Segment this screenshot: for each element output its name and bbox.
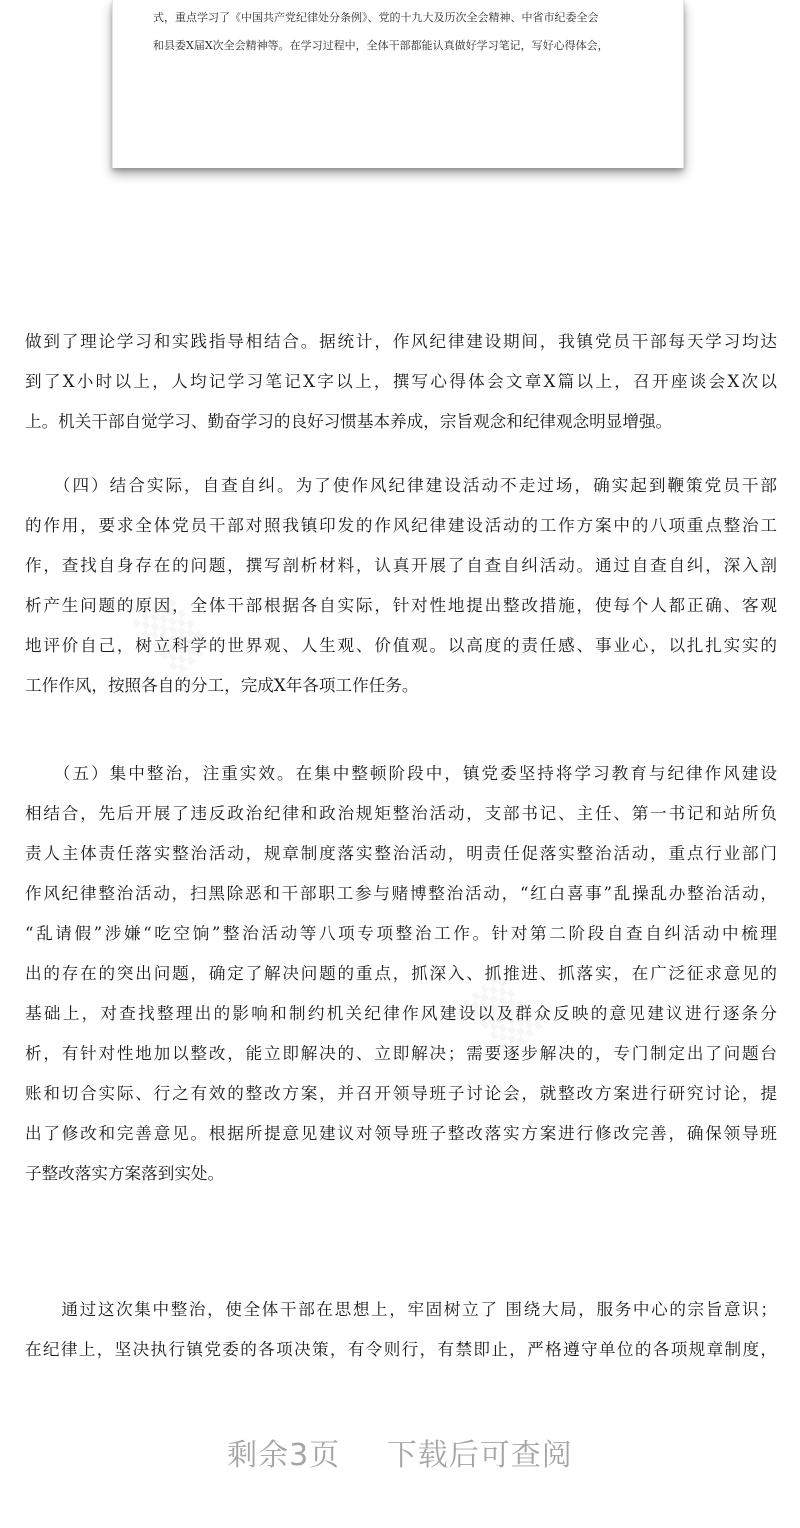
paragraph — [25, 754, 777, 1194]
text-line: 作风纪律整治活动，扫黑除恶和干部职工参与赌博整治活动，“红白喜事”乱操乱办整治活动， — [25, 884, 777, 903]
document-preview-card — [112, 0, 684, 168]
paragraph — [25, 1290, 777, 1370]
remaining-pages-banner[interactable] — [0, 1430, 800, 1474]
preview-line: 式，重点学习了《中国共产党纪律处分条例》、党的十九大及历次全会精神、中省市纪委全会 — [153, 11, 599, 24]
text-line: 通过这次集中整治，使全体干部在思想上，牢固树立了 围绕大局，服务中心的宗旨意识； — [25, 1300, 777, 1319]
text-line: “乱请假”涉嫌“吃空饷”整治活动等八项专项整治工作。针对第二阶段自查自纠活动中梳理 — [25, 924, 777, 943]
paragraph — [25, 466, 777, 706]
text-line: 工作作风，按照各自的分工，完成X年各项工作任务。 — [25, 676, 419, 695]
text-line: （四）结合实际，自查自纠。为了使作风纪律建设活动不走过场，确实起到鞭策党员干部 — [25, 476, 777, 495]
text-line: 上。机关干部自觉学习、勤奋学习的良好习惯基本养成，宗旨观念和纪律观念明显增强。 — [25, 412, 673, 431]
text-line: 出了修改和完善意见。根据所提意见建议对领导班子整改落实方案进行修改完善，确保领导班 — [25, 1124, 777, 1143]
text-line: 子整改落实方案落到实处。 — [25, 1164, 225, 1183]
text-line: 作，查找自身存在的问题，撰写剖析材料，认真开展了自查自纠活动。通过自查自纠，深入剖 — [25, 556, 777, 575]
text-line: 责人主体责任落实整治活动，规章制度落实整治活动，明责任促落实整治活动，重点行业部门 — [25, 844, 777, 863]
paragraph — [25, 322, 777, 442]
text-line: 基础上，对查找整理出的影响和制约机关纪律作风建设以及群众反映的意见建议进行逐条分 — [25, 1004, 777, 1023]
text-line: 账和切合实际、行之有效的整改方案，并召开领导班子讨论会，就整改方案进行研究讨论，提 — [25, 1084, 777, 1103]
text-line: （五）集中整治，注重实效。在集中整顿阶段中，镇党委坚持将学习教育与纪律作风建设 — [25, 764, 777, 783]
preview-line: 和县委X届X次全会精神等。在学习过程中，全体干部都能认真做好学习笔记，写好心得体会， — [153, 39, 609, 52]
text-line: 析，有针对性地加以整改，能立即解决的、立即解决；需要逐步解决的，专门制定出了问题台 — [25, 1044, 777, 1063]
text-line: 析产生问题的原因，全体干部根据各自实际，针对性地提出整改措施，使每个人都正确、客观 — [25, 596, 777, 615]
remaining-pages-label: 剩余3页 — [227, 1438, 341, 1473]
text-line: 的作用，要求全体党员干部对照我镇印发的作风纪律建设活动的工作方案中的八项重点整治工 — [25, 516, 777, 535]
text-line: 出的存在的突出问题，确定了解决问题的重点，抓深入、抓推进、抓落实，在广泛征求意见的 — [25, 964, 777, 983]
text-line: 做到了理论学习和实践指导相结合。据统计，作风纪律建设期间，我镇党员干部每天学习均达 — [25, 332, 777, 351]
download-to-view-label: 下载后可查阅 — [386, 1438, 573, 1473]
text-line: 相结合，先后开展了违反政治纪律和政治规矩整治活动，支部书记、主任、第一书记和站所负 — [25, 804, 777, 823]
text-line: 在纪律上，坚决执行镇党委的各项决策，有令则行，有禁即止，严格遵守单位的各项规章制度， — [25, 1340, 777, 1359]
text-line: 地评价自己，树立科学的世界观、人生观、价值观。以高度的责任感、事业心，以扎扎实实的 — [25, 636, 777, 655]
text-line: 到了X小时以上，人均记学习笔记X字以上，撰写心得体会文章X篇以上，召开座谈会X次以 — [25, 372, 777, 391]
